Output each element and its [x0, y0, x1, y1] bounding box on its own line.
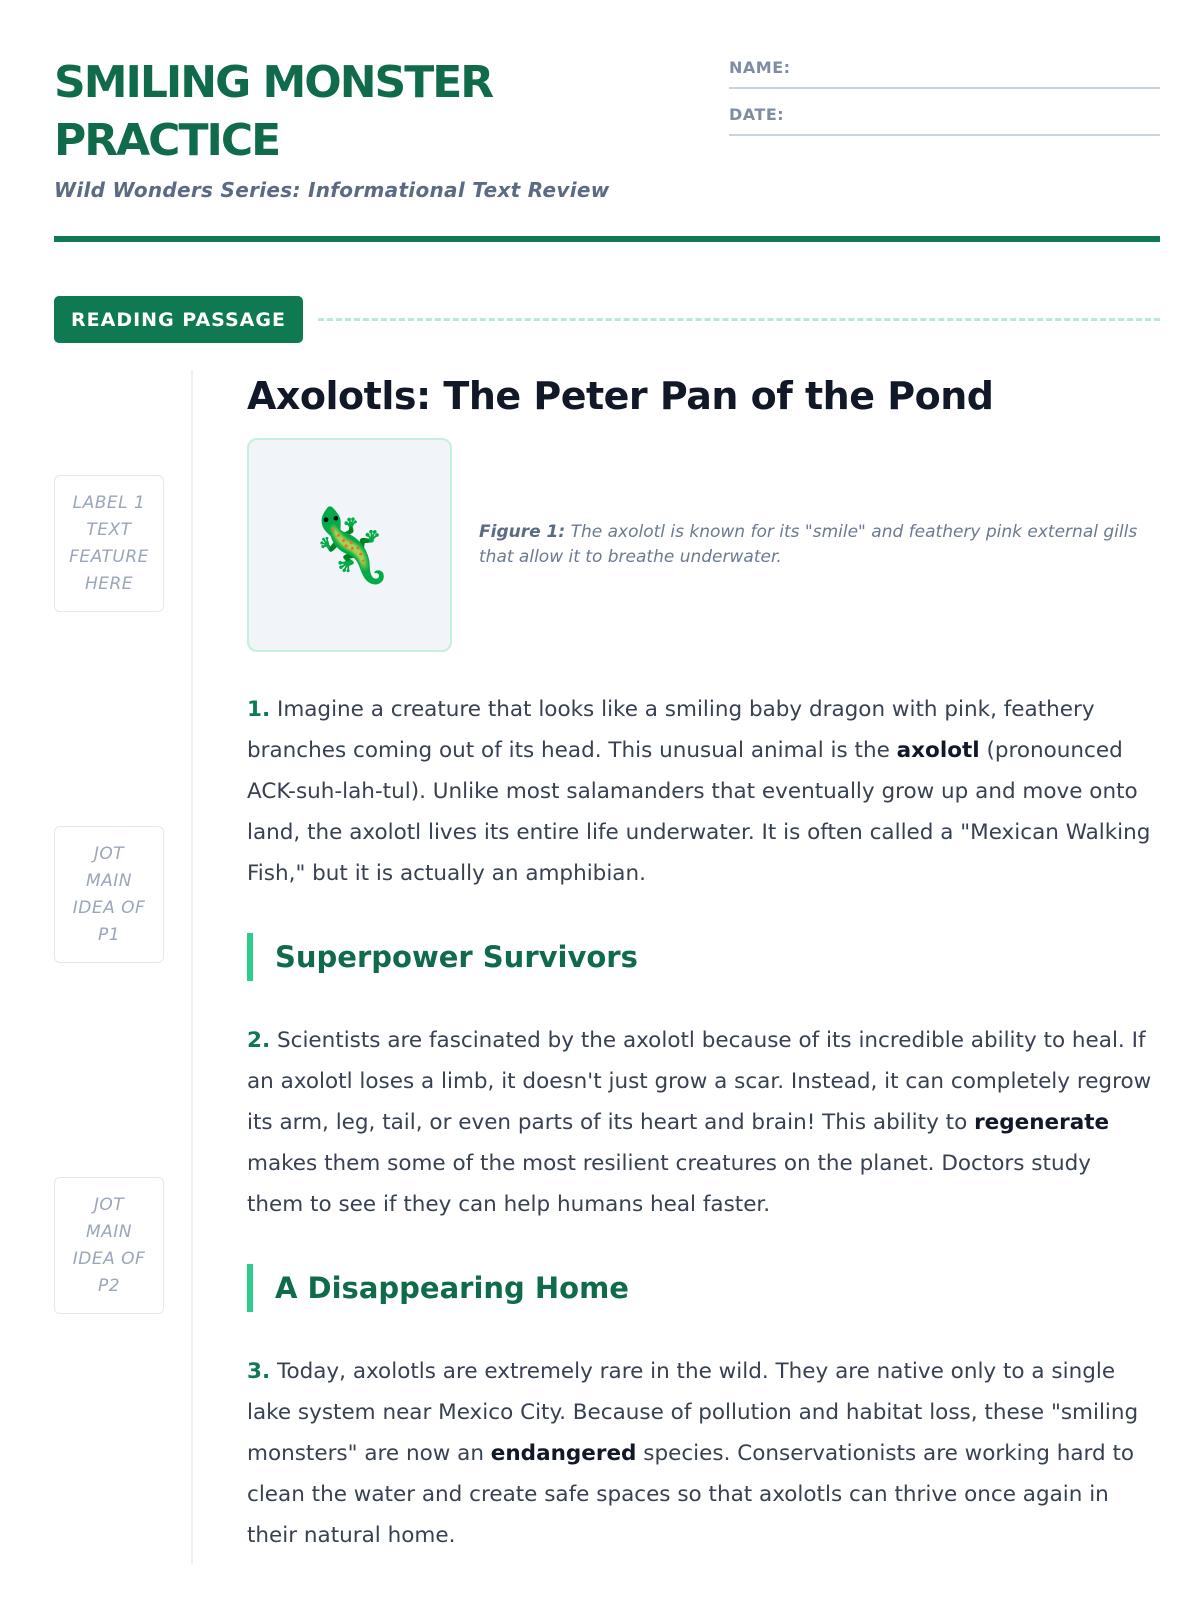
paragraph-number: 3.: [247, 1359, 271, 1384]
caption-label: Figure 1:: [479, 522, 566, 542]
jot-line: HERE: [84, 573, 134, 594]
subheading-superpower-survivors: Superpower Survivors: [247, 933, 638, 981]
article-title: Axolotls: The Peter Pan of the Pond: [247, 374, 994, 418]
paragraph-text: Imagine a creature that looks like a smiling baby dragon with pink, feathery branches coming out of its head. This unusual animal is the: [247, 697, 1095, 763]
student-info-fields: [729, 54, 1160, 148]
date-field[interactable]: [729, 101, 1160, 136]
jot-line: MAIN: [85, 1221, 132, 1242]
subheading-disappearing-home: A Disappearing Home: [247, 1264, 629, 1312]
jot-box-label: [73, 841, 146, 949]
caption-text: The axolotl is known for its "smile" and feathery pink external gills that allow it to breathe underwater.: [479, 522, 1138, 567]
article-main: [247, 370, 1147, 422]
vocab-term: regenerate: [974, 1110, 1110, 1135]
jot-box-label: [69, 490, 149, 598]
jot-line: FEATURE: [69, 546, 149, 567]
jot-box-main-idea-p1[interactable]: [54, 826, 164, 963]
paragraph-number: 1.: [247, 697, 271, 722]
section-tag-reading-passage: READING PASSAGE: [54, 296, 303, 343]
jot-line: TEXT: [86, 519, 132, 540]
margin-divider: [191, 370, 193, 1564]
section-dashed-divider: [318, 318, 1160, 321]
jot-line: LABEL 1: [72, 492, 146, 513]
paragraph-number: 2.: [247, 1028, 271, 1053]
title-line-1: SMILING MONSTER: [54, 57, 493, 108]
worksheet-title: [54, 54, 674, 170]
name-label: NAME:: [729, 58, 791, 77]
paragraph-text: (pronounced ACK-suh-lah-tul). Unlike most salamanders that eventually grow up and move onto land, the axolotl lives its entire life underwater. It is often called a "Mexican Walking Fish," but it is actually an amphibian.: [247, 738, 1151, 886]
vocab-term: endangered: [490, 1441, 637, 1466]
worksheet-subtitle: Wild Wonders Series: Informational Text Review: [54, 178, 610, 202]
paragraph-text: Today, axolotls are extremely rare in the wild. They are native only to a single lake system near Mexico City. Because of pollution and habitat loss, these "smiling monsters" are now an: [247, 1359, 1139, 1466]
jot-line: IDEA OF: [72, 897, 146, 918]
vocab-term: axolotl: [896, 738, 980, 763]
figure-caption: [479, 520, 1144, 570]
jot-box-main-idea-p2[interactable]: [54, 1177, 164, 1314]
worksheet-header: [54, 54, 1160, 240]
paragraph-3: [247, 1351, 1152, 1556]
jot-line: JOT: [93, 1194, 125, 1215]
jot-line: MAIN: [85, 870, 132, 891]
title-line-2: PRACTICE: [54, 115, 280, 166]
paragraph-text: species. Conservationists are working hard to clean the water and create safe spaces so that axolotls can thrive once again in their natural home.: [247, 1441, 1135, 1548]
figure-image-box: [247, 438, 452, 652]
jot-box-text-feature[interactable]: [54, 475, 164, 612]
header-divider: [54, 236, 1160, 242]
paragraph-text: Scientists are fascinated by the axolotl because of its incredible ability to heal. If an axolotl loses a limb, it doesn't just grow a scar. Instead, it can completely regrow its arm, leg, tail, or even parts of its heart and brain! This ability to: [247, 1028, 1152, 1135]
jot-line: P1: [97, 924, 121, 945]
jot-line: JOT: [93, 843, 125, 864]
date-label: DATE:: [729, 105, 785, 124]
paragraph-1: [247, 689, 1152, 894]
jot-box-label: [73, 1192, 146, 1300]
paragraph-2: [247, 1020, 1152, 1225]
lizard-icon: 🦎: [304, 503, 395, 587]
jot-line: P2: [97, 1275, 121, 1296]
jot-line: IDEA OF: [72, 1248, 146, 1269]
paragraph-text: makes them some of the most resilient creatures on the planet. Doctors study them to see if they can help humans heal faster.: [247, 1151, 1091, 1217]
name-field[interactable]: [729, 54, 1160, 89]
